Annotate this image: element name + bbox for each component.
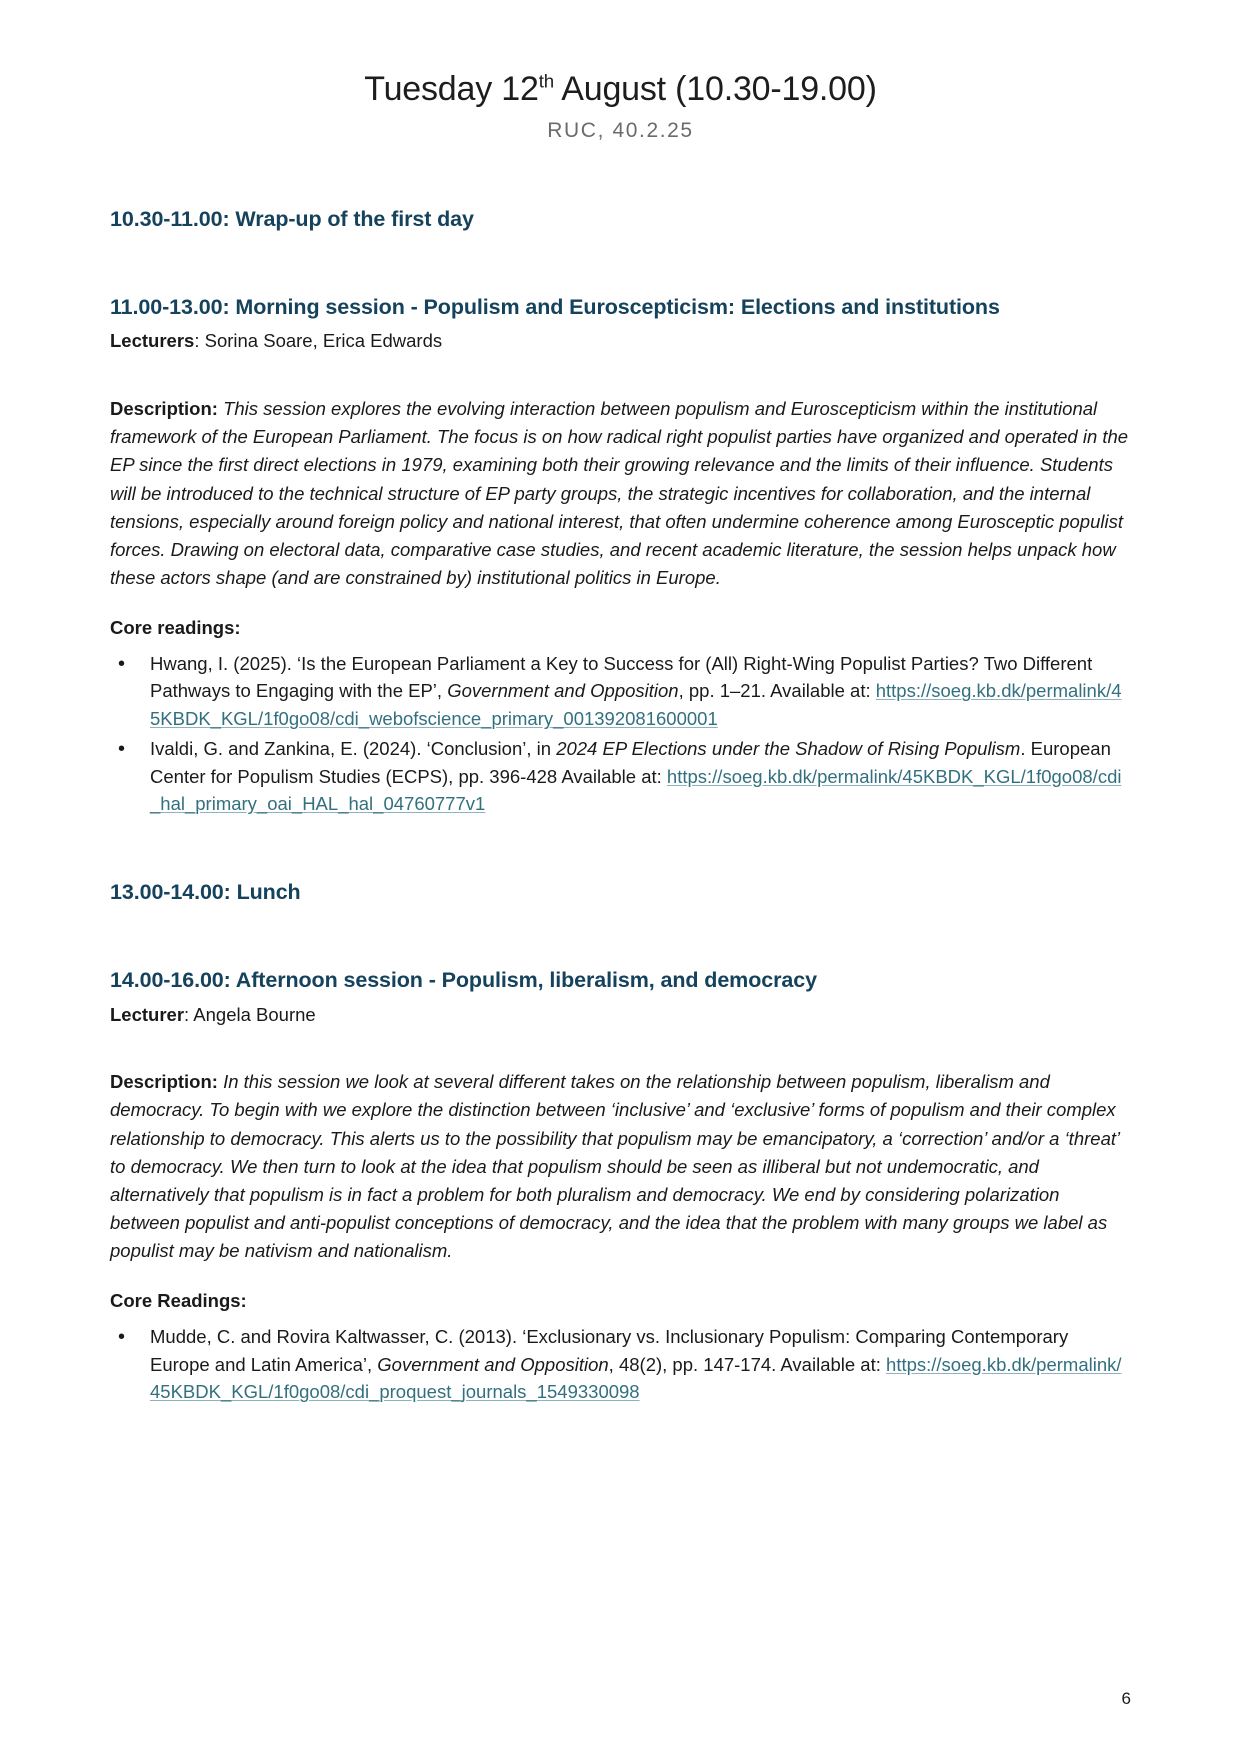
reading-text-part2: , 48(2), pp. 147-174. Available at: — [608, 1353, 887, 1375]
session-block-morning — [110, 293, 1131, 818]
core-readings-list-morning — [110, 650, 1131, 819]
spacer — [110, 1028, 1131, 1068]
reading-text-part1: Ivaldi, G. and Zankina, E. (2024). ‘Conclusion’, in — [150, 737, 557, 759]
session-heading-afternoon: 14.00-16.00: Afternoon session - Populism, liberalism, and democracy — [110, 967, 817, 992]
session-block-afternoon — [110, 966, 1131, 1406]
reading-permalink[interactable]: https://soeg.kb.dk/permalink/45KBDK_KGL/1f0go08/cdi_hal_primary_oai_HAL_hal_04760777v1 — [150, 765, 1122, 815]
page-number: 6 — [1121, 1689, 1131, 1708]
core-readings-label-morning: Core readings: — [110, 616, 241, 638]
lecturers-value: : Sorina Soare, Erica Edwards — [194, 330, 443, 352]
description-label: Description: — [110, 398, 218, 420]
reading-permalink[interactable]: https://soeg.kb.dk/permalink/45KBDK_KGL/1f0go08/cdi_webofscience_primary_001392081600001 — [150, 680, 1122, 730]
core-readings-list-afternoon — [110, 1323, 1131, 1406]
document-body — [110, 205, 1131, 1406]
description-text: This session explores the evolving interaction between populism and Euroscepticism within the institutional framework of the European Parliament. The focus is on how radical right populist parties have organized and operated in the EP since the first direct elections in 1979, examining both their growing relevance and the limits of their influence. Students will be introduced to the technical structure of EP party groups, the strategic incentives for collaboration, and the internal tensions, especially around foreign policy and national interest, that often undermine coherence among Eurosceptic populist forces. Drawing on electoral data, comparative case studies, and recent academic literature, the session helps unpack how these actors shape (and are constrained by) institutional politics in Europe. — [110, 398, 1129, 588]
reading-text-part1: Hwang, I. (2025). ‘Is the European Parliament a Key to Success for (All) Right-Wing Populist Parties? Two Different Pathways to Engaging with the EP’, — [150, 652, 1093, 702]
page-title-suffix: August (10.30-19.00) — [553, 70, 877, 108]
spacer — [110, 1265, 1131, 1287]
lecturer-value: : Angela Bourne — [184, 1003, 316, 1025]
bullet-icon: • — [118, 1325, 126, 1348]
session-block-wrapup — [110, 205, 1131, 235]
session-heading-morning: 11.00-13.00: Morning session - Populism and Euroscepticism: Elections and institutions — [110, 294, 1000, 319]
session-description-afternoon — [110, 1068, 1131, 1265]
spacer — [110, 592, 1131, 614]
reading-journal-title: Government and Opposition — [447, 680, 679, 702]
bullet-icon: • — [118, 652, 126, 675]
bullet-icon: • — [118, 737, 126, 760]
reading-text-part2: . European Center for Populism Studies (ECPS), pp. 396-428 Available at: — [150, 737, 1111, 787]
page-subtitle-location: RUC, 40.2.25 — [547, 119, 694, 143]
spacer — [110, 235, 1131, 293]
reading-text-part1: Mudde, C. and Rovira Kaltwasser, C. (2013). ‘Exclusionary vs. Inclusionary Populism: Comparing Contemporary Europe and Latin America’, — [150, 1325, 1069, 1375]
reading-journal-title: Government and Opposition — [377, 1353, 609, 1375]
page-title-prefix: Tuesday 12 — [364, 70, 539, 108]
session-description-morning — [110, 395, 1131, 592]
session-lecturers-morning — [110, 328, 1131, 355]
list-item — [110, 1323, 1131, 1406]
description-text: In this session we look at several different takes on the relationship between populism, liberalism and democracy. To begin with we explore the distinction between ‘inclusive’ and ‘exclusive’ forms of populism and their complex relationship to democracy. This alerts us to the possibility that populism may be emancipatory, a ‘correction’ and/or a ‘threat’ to democracy. We then turn to look at the idea that populism should be seen as illiberal but not undemocratic, and alternatively that populism is in fact a problem for both pluralism and democracy. We end by considering polarization between populist and anti-populist conceptions of democracy, and the idea that the problem with many groups we label as populist may be nativism and nationalism. — [110, 1071, 1120, 1262]
lecturers-label: Lecturers — [110, 330, 195, 352]
lecturer-label: Lecturer — [110, 1003, 185, 1025]
page-title — [110, 70, 1131, 109]
reading-text-part2: , pp. 1–21. Available at: — [678, 680, 876, 702]
spacer — [110, 820, 1131, 878]
page-title-ordinal-suffix: th — [538, 70, 554, 92]
reading-book-title: 2024 EP Elections under the Shadow of Rising Populism — [556, 737, 1021, 759]
spacer — [110, 908, 1131, 966]
core-readings-label-afternoon: Core Readings: — [110, 1290, 247, 1312]
session-block-lunch — [110, 878, 1131, 908]
session-heading-wrapup: 10.30-11.00: Wrap-up of the first day — [110, 207, 474, 232]
spacer — [110, 355, 1131, 395]
description-label: Description: — [110, 1071, 218, 1093]
session-heading-lunch: 13.00-14.00: Lunch — [110, 880, 301, 905]
session-lecturer-afternoon — [110, 1002, 1131, 1029]
list-item — [110, 650, 1131, 733]
list-item — [110, 735, 1131, 818]
reading-permalink[interactable]: https://soeg.kb.dk/permalink/45KBDK_KGL/1f0go08/cdi_proquest_journals_1549330098 — [150, 1353, 1122, 1403]
